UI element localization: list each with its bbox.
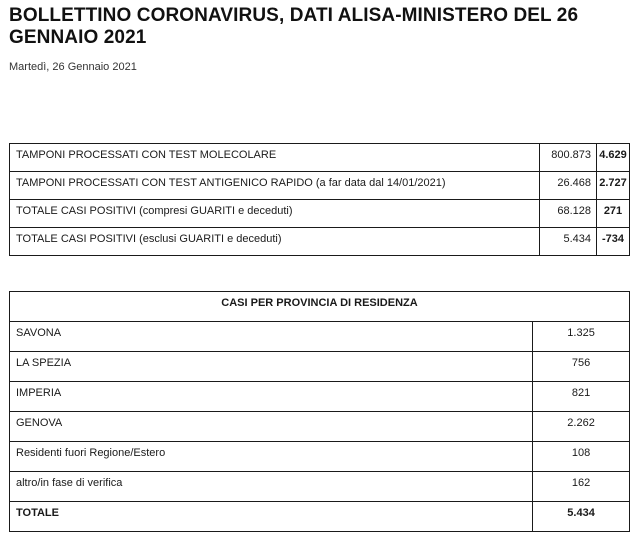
row-label: TOTALE CASI POSITIVI (compresi GUARITI e deceduti) bbox=[10, 200, 540, 228]
province-label: SAVONA bbox=[10, 322, 533, 352]
table-header-row bbox=[10, 292, 630, 322]
province-label: altro/in fase di verifica bbox=[10, 472, 533, 502]
province-label: GENOVA bbox=[10, 412, 533, 442]
province-label: LA SPEZIA bbox=[10, 352, 533, 382]
total-label: TOTALE bbox=[10, 502, 533, 532]
summary-table bbox=[9, 143, 630, 256]
province-label: IMPERIA bbox=[10, 382, 533, 412]
table-row bbox=[10, 144, 630, 172]
total-row bbox=[10, 502, 630, 532]
row-delta: -734 bbox=[596, 228, 629, 256]
table-row bbox=[10, 228, 630, 256]
row-label: TAMPONI PROCESSATI CON TEST MOLECOLARE bbox=[10, 144, 540, 172]
table-row bbox=[10, 352, 630, 382]
row-value: 68.128 bbox=[540, 200, 597, 228]
table-row bbox=[10, 172, 630, 200]
row-delta: 271 bbox=[596, 200, 629, 228]
table-row bbox=[10, 322, 630, 352]
row-delta: 2.727 bbox=[596, 172, 629, 200]
province-value: 821 bbox=[533, 382, 630, 412]
province-label: Residenti fuori Regione/Estero bbox=[10, 442, 533, 472]
province-value: 162 bbox=[533, 472, 630, 502]
table-row bbox=[10, 442, 630, 472]
table-row bbox=[10, 412, 630, 442]
province-table bbox=[9, 291, 630, 532]
row-value: 5.434 bbox=[540, 228, 597, 256]
province-value: 2.262 bbox=[533, 412, 630, 442]
province-table-heading: CASI PER PROVINCIA DI RESIDENZA bbox=[10, 292, 630, 322]
row-label: TOTALE CASI POSITIVI (esclusi GUARITI e deceduti) bbox=[10, 228, 540, 256]
row-value: 26.468 bbox=[540, 172, 597, 200]
province-value: 108 bbox=[533, 442, 630, 472]
total-value: 5.434 bbox=[533, 502, 630, 532]
table-row bbox=[10, 200, 630, 228]
table-row bbox=[10, 472, 630, 502]
page-title: BOLLETTINO CORONAVIRUS, DATI ALISA-MINISTERO DEL 26 GENNAIO 2021 bbox=[9, 5, 579, 48]
row-delta: 4.629 bbox=[596, 144, 629, 172]
province-value: 756 bbox=[533, 352, 630, 382]
province-value: 1.325 bbox=[533, 322, 630, 352]
row-label: TAMPONI PROCESSATI CON TEST ANTIGENICO RAPIDO (a far data dal 14/01/2021) bbox=[10, 172, 540, 200]
publication-date: Martedì, 26 Gennaio 2021 bbox=[9, 61, 137, 73]
row-value: 800.873 bbox=[540, 144, 597, 172]
table-row bbox=[10, 382, 630, 412]
